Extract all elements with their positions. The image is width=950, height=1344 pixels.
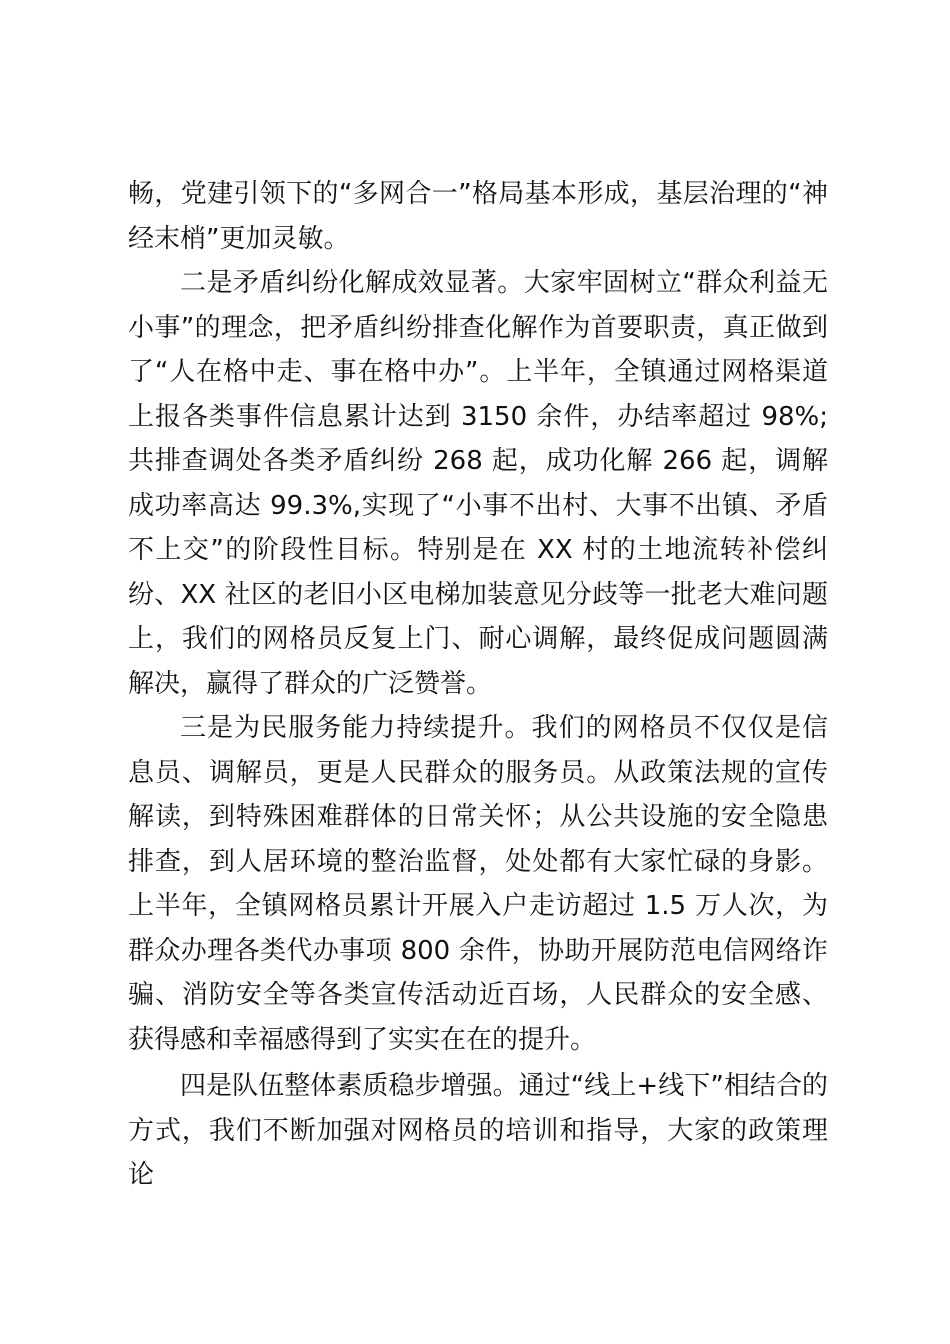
paragraph-conflict-resolution: 二是矛盾纠纷化解成效显著。大家牢固树立“群众利益无小事”的理念，把矛盾纠纷排查化解作为首要职责，真正做到了“人在格中走、事在格中办”。上半年，全镇通过网格渠道上报各类事件信息累计达到 3150 余件，办结率超过 98%;共排查调处各类矛盾纠纷 268 起，成功化解 266 起，调解成功率高达 99.3%,实现了“小事不出村、大事不出镇、矛盾不上交”的阶段性目标。特别是在 XX 村的土地流转补偿纠纷、XX 社区的老旧小区电梯加装意见分歧等一批老大难问题上，我们的网格员反复上门、耐心调解，最终促成问题圆满解决，赢得了群众的广泛赞誉。: [128, 268, 828, 699]
paragraph-team-quality: 四是队伍整体素质稳步增强。通过“线上+线下”相结合的方式，我们不断加强对网格员的培训和指导，大家的政策理论: [128, 1071, 828, 1190]
document-page: [128, 172, 828, 1198]
paragraph-public-service: 三是为民服务能力持续提升。我们的网格员不仅仅是信息员、调解员，更是人民群众的服务员。从政策法规的宣传解读，到特殊困难群体的日常关怀；从公共设施的安全隐患排查，到人居环境的整治监督，处处都有大家忙碌的身影。上半年，全镇网格员累计开展入户走访超过 1.5 万人次，为群众办理各类代办事项 800 余件，协助开展防范电信网络诈骗、消防安全等各类宣传活动近百场，人民群众的安全感、获得感和幸福感得到了实实在在的提升。: [128, 713, 828, 1055]
paragraph-continuation: 畅，党建引领下的“多网合一”格局基本形成，基层治理的“神经末梢”更加灵敏。: [128, 179, 828, 254]
